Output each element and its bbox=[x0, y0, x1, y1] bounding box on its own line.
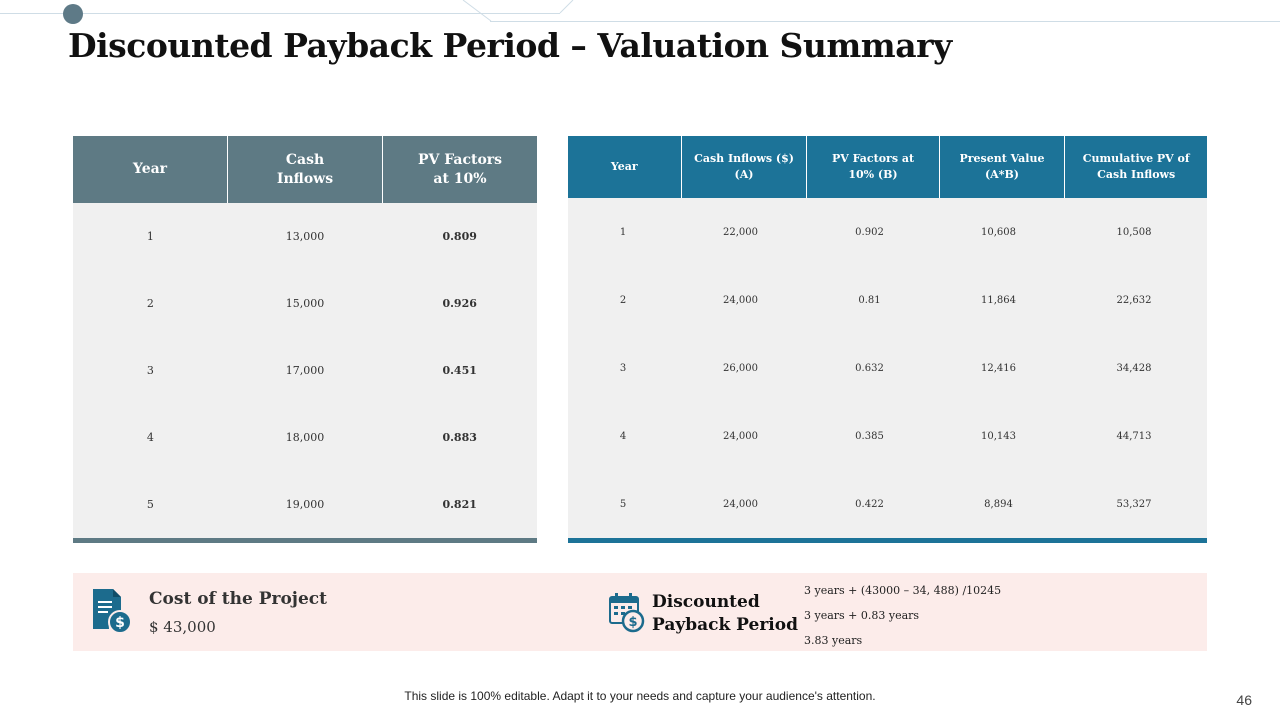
cell-cash-inflow: 24,000 bbox=[723, 498, 758, 510]
header-pv-factors: PV Factors at 10% bbox=[417, 151, 503, 187]
cell-pv-factor: 0.81 bbox=[858, 294, 881, 306]
dpp-calc-line-2: 3 years + 0.83 years bbox=[804, 609, 920, 622]
cell-cumulative-pv: 53,327 bbox=[1116, 498, 1152, 510]
cell-present-value: 11,864 bbox=[981, 294, 1016, 306]
cell-cumulative-pv: 22,632 bbox=[1116, 294, 1152, 306]
cell-cash-inflow: 13,000 bbox=[285, 230, 325, 243]
cell-cash-inflow: 26,000 bbox=[723, 362, 758, 374]
discounted-payback-label bbox=[652, 591, 798, 637]
present-value-table bbox=[568, 136, 1207, 543]
decorative-dot bbox=[63, 4, 83, 24]
summary-band bbox=[73, 573, 1207, 651]
cell-year: 4 bbox=[619, 430, 627, 442]
cell-cash-inflow: 22,000 bbox=[723, 226, 758, 238]
cell-pv-factor: 0.821 bbox=[442, 498, 477, 511]
cell-cumulative-pv: 10,508 bbox=[1116, 226, 1152, 238]
cell-cash-inflow: 19,000 bbox=[285, 498, 325, 511]
header-year: Year bbox=[73, 136, 228, 203]
svg-text:$: $ bbox=[115, 615, 125, 631]
table-bottom-bar bbox=[568, 538, 1207, 543]
cell-pv-factor: 0.451 bbox=[442, 364, 477, 377]
cell-cash-inflow: 24,000 bbox=[723, 430, 758, 442]
table-row bbox=[73, 404, 537, 471]
cell-year: 1 bbox=[146, 230, 154, 243]
cell-pv-factor: 0.422 bbox=[855, 498, 884, 510]
header-cash-inflows: Cash Inflows bbox=[228, 136, 383, 203]
cell-cash-inflow: 24,000 bbox=[723, 294, 758, 306]
calendar-dollar-icon bbox=[609, 593, 645, 633]
cell-pv-factor: 0.926 bbox=[442, 297, 477, 310]
table-header bbox=[73, 136, 537, 203]
table-row bbox=[568, 470, 1207, 538]
cell-year: 3 bbox=[146, 364, 154, 377]
cell-pv-factor: 0.883 bbox=[442, 431, 477, 444]
table-row bbox=[568, 334, 1207, 402]
cell-year: 3 bbox=[619, 362, 627, 374]
header-cumulative-pv: Cumulative PV of Cash Inflows bbox=[1082, 152, 1190, 181]
table-row bbox=[568, 198, 1207, 266]
header-cash-inflows: Cash Inflows ($) (A) bbox=[682, 136, 808, 198]
cell-year: 5 bbox=[619, 498, 627, 510]
table-row bbox=[73, 203, 537, 270]
top-divider-angle bbox=[455, 0, 575, 24]
table-bottom-bar bbox=[73, 538, 537, 543]
table-header bbox=[568, 136, 1207, 198]
cost-of-project-label: Cost of the Project bbox=[149, 589, 327, 609]
header-year: Year bbox=[568, 136, 682, 198]
cash-inflows-table bbox=[73, 136, 537, 543]
cell-present-value: 8,894 bbox=[984, 498, 1013, 510]
header-pv-factors: PV Factors at 10% (B) bbox=[807, 136, 939, 198]
cell-pv-factor: 0.632 bbox=[855, 362, 884, 374]
cell-year: 4 bbox=[146, 431, 154, 444]
table-row bbox=[73, 337, 537, 404]
cell-cumulative-pv: 34,428 bbox=[1116, 362, 1152, 374]
top-divider-line-2 bbox=[490, 21, 1280, 22]
cell-cumulative-pv: 44,713 bbox=[1116, 430, 1152, 442]
cell-year: 5 bbox=[146, 498, 154, 511]
cell-cash-inflow: 17,000 bbox=[285, 364, 325, 377]
cell-pv-factor: 0.902 bbox=[855, 226, 884, 238]
dpp-label-line2: Payback Period bbox=[652, 615, 798, 635]
page-number: 46 bbox=[1236, 692, 1252, 708]
dpp-calc-line-3: 3.83 years bbox=[804, 634, 863, 647]
cell-present-value: 12,416 bbox=[981, 362, 1016, 374]
footer-note: This slide is 100% editable. Adapt it to your needs and capture your audience's attention. bbox=[404, 689, 876, 703]
cell-pv-factor: 0.385 bbox=[855, 430, 884, 442]
cost-of-project-value: $ 43,000 bbox=[149, 618, 216, 636]
cell-present-value: 10,608 bbox=[981, 226, 1016, 238]
header-present-value: Present Value (A*B) bbox=[940, 136, 1066, 198]
table-row bbox=[568, 266, 1207, 334]
cell-year: 1 bbox=[619, 226, 627, 238]
page-title: Discounted Payback Period – Valuation Summary bbox=[68, 26, 952, 65]
dpp-label-line1: Discounted bbox=[652, 592, 760, 612]
cell-cash-inflow: 15,000 bbox=[285, 297, 325, 310]
svg-text:$: $ bbox=[628, 615, 638, 630]
table-row bbox=[568, 402, 1207, 470]
cell-pv-factor: 0.809 bbox=[442, 230, 477, 243]
cell-year: 2 bbox=[146, 297, 154, 310]
table-row bbox=[73, 471, 537, 538]
table-row bbox=[73, 270, 537, 337]
invoice-dollar-icon bbox=[91, 589, 133, 635]
cell-year: 2 bbox=[619, 294, 627, 306]
cell-present-value: 10,143 bbox=[981, 430, 1016, 442]
dpp-calc-line-1: 3 years + (43000 – 34, 488) /10245 bbox=[804, 584, 1002, 597]
cell-cash-inflow: 18,000 bbox=[285, 431, 325, 444]
